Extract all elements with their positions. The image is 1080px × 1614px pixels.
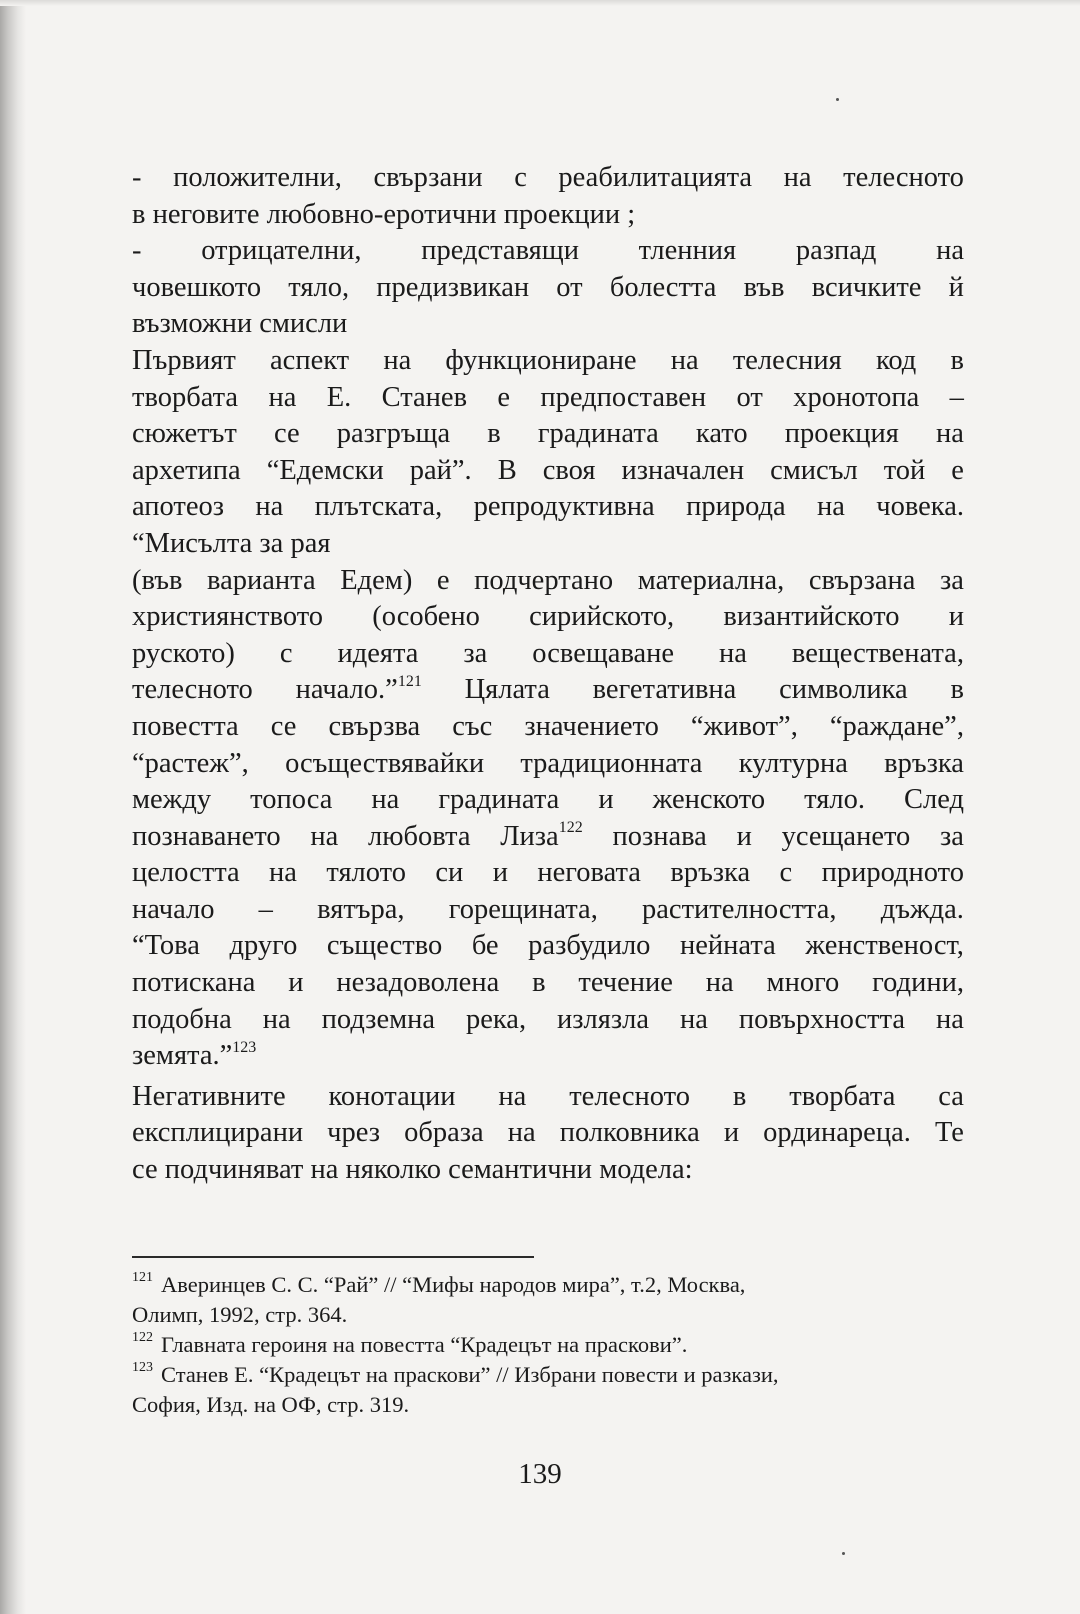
footnotes <box>132 1270 982 1420</box>
word: функциониране <box>445 344 637 376</box>
text-line <box>132 709 964 746</box>
text-line <box>132 489 964 526</box>
word: полковника <box>559 1117 700 1149</box>
word: Първият <box>132 344 236 376</box>
word: телесното <box>132 674 253 706</box>
word: се <box>270 710 297 742</box>
word: бе <box>471 930 499 962</box>
word: болестта <box>609 271 717 303</box>
word: от <box>556 271 583 303</box>
word: във <box>743 271 785 303</box>
line-text: “Мисълта за рая <box>132 527 331 559</box>
word: на <box>936 235 964 267</box>
word: “Това <box>132 930 200 962</box>
paper-speck <box>836 98 839 101</box>
body-text <box>132 160 964 1189</box>
word: нейната <box>680 930 776 962</box>
footnote-ref: 123 <box>232 1038 257 1056</box>
word: и <box>598 784 614 816</box>
word: - <box>132 235 142 267</box>
word: творбата <box>789 1080 896 1112</box>
word: традиционната <box>520 747 703 779</box>
word: на <box>383 344 412 376</box>
word: си <box>435 857 464 889</box>
text-line <box>132 928 964 965</box>
word: апотеоз <box>132 491 225 523</box>
word: конотации <box>328 1080 456 1112</box>
word: се <box>273 418 300 450</box>
word: отрицателни, <box>201 235 362 267</box>
word: освещаване <box>532 637 675 669</box>
footnote-text: Станев Е. “Крадецът на праскови” // Избрани повести и разкази, <box>161 1362 779 1387</box>
text-line <box>132 306 964 343</box>
word: на <box>269 857 297 889</box>
word: подобна <box>132 1003 232 1035</box>
word: с <box>279 637 293 669</box>
word: с <box>779 857 793 889</box>
word: архетипа <box>132 454 241 486</box>
word: природа <box>686 491 786 523</box>
word: река, <box>465 1003 527 1035</box>
word: начало.”$^{121}$ <box>295 672 422 706</box>
word: тялото <box>326 857 406 889</box>
text-line <box>132 819 964 856</box>
text-line <box>132 563 964 600</box>
word: репродуктивна <box>473 491 655 523</box>
word: “растеж”, <box>132 747 249 779</box>
line-text: възможни смисли <box>132 308 348 340</box>
line-text: в неговите любовно-еротични проекции ; <box>132 198 636 230</box>
word: и <box>723 1117 740 1149</box>
word: свързана <box>808 564 916 596</box>
word: на <box>255 491 284 523</box>
word: познаването <box>132 820 281 852</box>
word: дъжда. <box>880 893 964 925</box>
word: “раждане”, <box>829 710 964 742</box>
word: вятъра, <box>317 893 405 925</box>
word: на <box>670 344 699 376</box>
page-number: 139 <box>518 1458 562 1490</box>
text-line <box>132 1079 964 1116</box>
word: за <box>940 564 964 596</box>
word: всичките <box>811 271 922 303</box>
word: градината <box>438 784 560 816</box>
word: начало <box>132 893 215 925</box>
word: е <box>436 564 450 596</box>
word: е <box>951 454 964 486</box>
word: връзка <box>670 857 751 889</box>
word: свързани <box>373 162 483 193</box>
word: представящи <box>421 235 579 267</box>
word: телесното <box>843 162 964 193</box>
word: тяло, <box>288 271 350 303</box>
word: подчертано <box>474 564 614 596</box>
word: проекция <box>784 418 899 450</box>
word: разбудило <box>528 930 651 962</box>
word: и <box>492 857 508 889</box>
word: на <box>679 1003 708 1035</box>
word: хронотопа <box>793 381 920 413</box>
footnote-line <box>132 1390 982 1420</box>
word: тяло. <box>804 784 865 816</box>
text-line <box>132 526 964 563</box>
text-line <box>132 197 964 234</box>
word: предпоставен <box>540 381 707 413</box>
word: творбата <box>132 381 239 413</box>
line-text: се подчиняват на няколко семантични модела: <box>132 1154 693 1186</box>
word: незадоволена <box>336 967 500 999</box>
word: Станев <box>381 381 468 413</box>
word: е <box>497 381 511 413</box>
footnote-text: Главната героиня на повестта “Крадецът на праскови”. <box>161 1332 688 1357</box>
text-line <box>132 270 964 307</box>
word: “живот”, <box>690 710 798 742</box>
footnote-line <box>132 1300 982 1330</box>
word: на <box>507 1117 536 1149</box>
word: много <box>766 967 840 999</box>
text-line <box>132 1115 964 1152</box>
word: друго <box>229 930 298 962</box>
text-line <box>132 782 964 819</box>
word: Е. <box>326 381 352 413</box>
word: за <box>940 820 964 852</box>
word: на <box>936 418 964 450</box>
word: Лиза$^{122}$ <box>500 819 583 852</box>
word: на <box>498 1080 527 1112</box>
footnote-ref: 121 <box>397 672 422 690</box>
footnote-number: 122 <box>132 1329 153 1345</box>
word: в <box>950 344 964 376</box>
word: значението <box>524 710 659 742</box>
word: усещането <box>781 820 911 852</box>
word: той <box>883 454 926 486</box>
text-line <box>132 599 964 636</box>
text-line <box>132 453 964 490</box>
word: на <box>310 820 339 852</box>
word: код <box>875 344 917 376</box>
word: – <box>258 893 273 925</box>
word: разпад <box>795 235 877 267</box>
word: Цялата <box>464 674 550 706</box>
word: от <box>736 381 763 413</box>
footnote-separator <box>132 1256 534 1258</box>
word: осъществявайки <box>285 747 485 779</box>
word: растителността, <box>642 893 837 925</box>
word: на <box>705 967 734 999</box>
word: Едем) <box>340 564 413 596</box>
word: на <box>262 1003 291 1035</box>
text-line <box>132 855 964 892</box>
word: й <box>948 271 964 303</box>
word: със <box>452 710 493 742</box>
word: руското) <box>132 637 235 669</box>
word: с <box>514 162 527 193</box>
word: чрез <box>327 1117 380 1149</box>
word: “Едемски <box>266 454 384 486</box>
text-line <box>132 160 964 197</box>
word: течение <box>578 967 673 999</box>
word: аспект <box>270 344 350 376</box>
word: години, <box>872 967 964 999</box>
text-line <box>132 672 964 709</box>
word: варианта <box>207 564 316 596</box>
word: рай”. <box>409 454 472 486</box>
footnote-text: Аверинцев С. С. “Рай” // “Мифы народов мира”, т.2, Москва, <box>161 1272 746 1297</box>
footnote-number: 123 <box>132 1359 153 1375</box>
word: топоса <box>250 784 333 816</box>
word: на <box>371 784 400 816</box>
word: Негативните <box>132 1080 286 1112</box>
footnote-text: Олимп, 1992, стр. 364. <box>132 1302 348 1327</box>
word: за <box>463 637 488 669</box>
word: телесния <box>732 344 842 376</box>
word: женственост, <box>805 930 964 962</box>
top-edge-shadow <box>0 0 1080 6</box>
word: природното <box>821 857 964 889</box>
word: повестта <box>132 710 239 742</box>
word: и <box>948 601 964 633</box>
word: изначален <box>621 454 745 486</box>
footnote-line <box>132 1330 982 1360</box>
text-line <box>132 343 964 380</box>
text-line <box>132 416 964 453</box>
main-text-block <box>132 160 964 1189</box>
word: свързва <box>328 710 421 742</box>
word: разгръща <box>336 418 451 450</box>
word: експлицирани <box>132 1117 304 1149</box>
word: и <box>288 967 304 999</box>
footnote-number: 121 <box>132 1269 153 1285</box>
word: в <box>532 967 546 999</box>
paper-speck <box>842 1552 845 1555</box>
word: целостта <box>132 857 240 889</box>
footnote-ref: 122 <box>558 819 583 837</box>
text-line <box>132 892 964 929</box>
text-line <box>132 746 964 783</box>
text-line <box>132 1038 964 1075</box>
footnote-line <box>132 1360 982 1390</box>
word: – <box>949 381 964 413</box>
word: символика <box>779 674 908 706</box>
word: любовта <box>368 820 471 852</box>
word: са <box>938 1080 964 1112</box>
word: сюжетът <box>132 418 237 450</box>
word: познава <box>612 820 707 852</box>
word: вегетативна <box>592 674 737 706</box>
word: и <box>736 820 752 852</box>
word: повърхността <box>738 1003 906 1035</box>
word: (във <box>132 564 183 596</box>
word: (особено <box>372 601 480 633</box>
binding-shadow <box>0 0 26 1614</box>
text-line <box>132 636 964 673</box>
word: материална, <box>637 564 785 596</box>
word: в <box>487 418 501 450</box>
word: подземна <box>321 1003 436 1035</box>
word: на <box>783 162 812 193</box>
word: сирийското, <box>529 601 675 633</box>
word: византийското <box>723 601 900 633</box>
text-line <box>132 380 964 417</box>
word: реабилитацията <box>558 162 753 193</box>
word: излязла <box>557 1003 650 1035</box>
line-text: земята.” <box>132 1040 233 1072</box>
word: връзка <box>884 747 964 779</box>
word: на <box>719 637 747 669</box>
word: предизвикан <box>376 271 530 303</box>
word: В <box>497 454 517 486</box>
word: същество <box>326 930 443 962</box>
word: културна <box>738 747 848 779</box>
text-line <box>132 233 964 270</box>
word: женското <box>652 784 766 816</box>
word: горещината, <box>448 893 598 925</box>
word: положителни, <box>173 162 342 193</box>
word: След <box>903 784 964 816</box>
word: тленния <box>638 235 737 267</box>
word: - <box>132 162 142 193</box>
word: образа <box>404 1117 484 1149</box>
word: веществената, <box>791 637 964 669</box>
word: потискана <box>132 967 256 999</box>
word: ординареца. <box>763 1117 911 1149</box>
word: на <box>936 1003 964 1035</box>
word: телесното <box>569 1080 691 1112</box>
word: смисъл <box>770 454 858 486</box>
word: в <box>732 1080 747 1112</box>
word: човешкото <box>132 271 262 303</box>
word: човека. <box>876 491 964 523</box>
word: своя <box>542 454 596 486</box>
text-line <box>132 1002 964 1039</box>
word: в <box>950 674 964 706</box>
word: на <box>268 381 297 413</box>
word: неговата <box>537 857 641 889</box>
footnote-text: София, Изд. на ОФ, стр. 319. <box>132 1392 410 1417</box>
word: християнството <box>132 601 324 633</box>
word: като <box>695 418 748 450</box>
text-line <box>132 965 964 1002</box>
word: между <box>132 784 212 816</box>
word: Те <box>934 1117 964 1149</box>
footnote-line <box>132 1270 982 1300</box>
word: градината <box>537 418 659 450</box>
word: на <box>817 491 845 523</box>
word: плътската, <box>314 491 443 523</box>
text-line <box>132 1152 964 1189</box>
word: идеята <box>337 637 419 669</box>
